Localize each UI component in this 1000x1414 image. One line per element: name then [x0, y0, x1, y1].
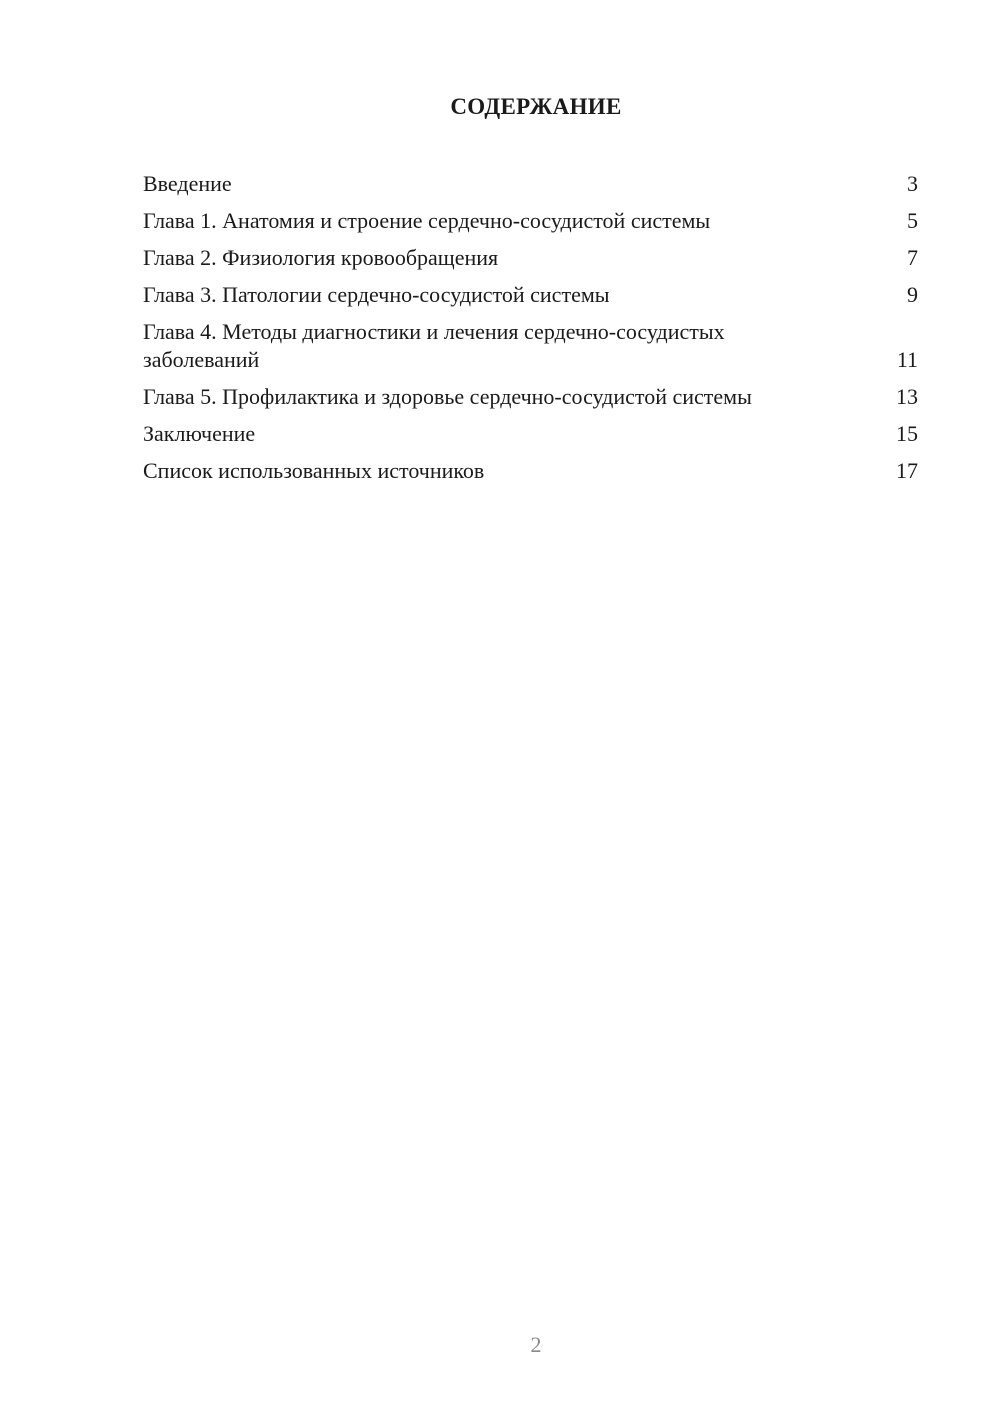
toc-entry-references	[143, 457, 918, 485]
toc-entry-label: Список использованных источников	[143, 458, 485, 483]
toc-entry-chapter-2	[143, 244, 918, 272]
toc-entry-chapter-1	[143, 207, 918, 235]
toc-entry-label: Введение	[143, 171, 232, 196]
toc-entry-page: 15	[896, 421, 918, 446]
toc-entry-chapter-4	[143, 318, 918, 374]
toc-entry-page: 11	[896, 347, 918, 372]
toc-entry-page: 17	[896, 458, 918, 483]
toc-entry-introduction	[143, 170, 918, 198]
page-title: СОДЕРЖАНИЕ	[450, 94, 622, 119]
toc-entry-label: Глава 3. Патологии сердечно-сосудистой системы	[143, 282, 610, 307]
toc-entry-label: Глава 5. Профилактика и здоровье сердечно-сосудистой системы	[143, 384, 752, 409]
page-number: 2	[530, 1332, 542, 1357]
toc-entry-label: Глава 4. Методы диагностики и лечения сердечно-сосудистых заболеваний	[143, 319, 725, 372]
toc-entry-chapter-3	[143, 281, 918, 309]
toc-entry-conclusion	[143, 420, 918, 448]
toc-entry-chapter-5	[143, 383, 918, 411]
toc-entry-page: 3	[907, 171, 918, 196]
toc-entry-label: Заключение	[143, 421, 256, 446]
toc-entry-page: 13	[896, 384, 918, 409]
toc-entry-label: Глава 1. Анатомия и строение сердечно-сосудистой системы	[143, 208, 711, 233]
table-of-contents	[143, 170, 918, 494]
toc-entry-page: 7	[907, 245, 918, 270]
toc-entry-page: 5	[907, 208, 918, 233]
toc-entry-page: 9	[907, 282, 918, 307]
toc-entry-label: Глава 2. Физиология кровообращения	[143, 245, 499, 270]
